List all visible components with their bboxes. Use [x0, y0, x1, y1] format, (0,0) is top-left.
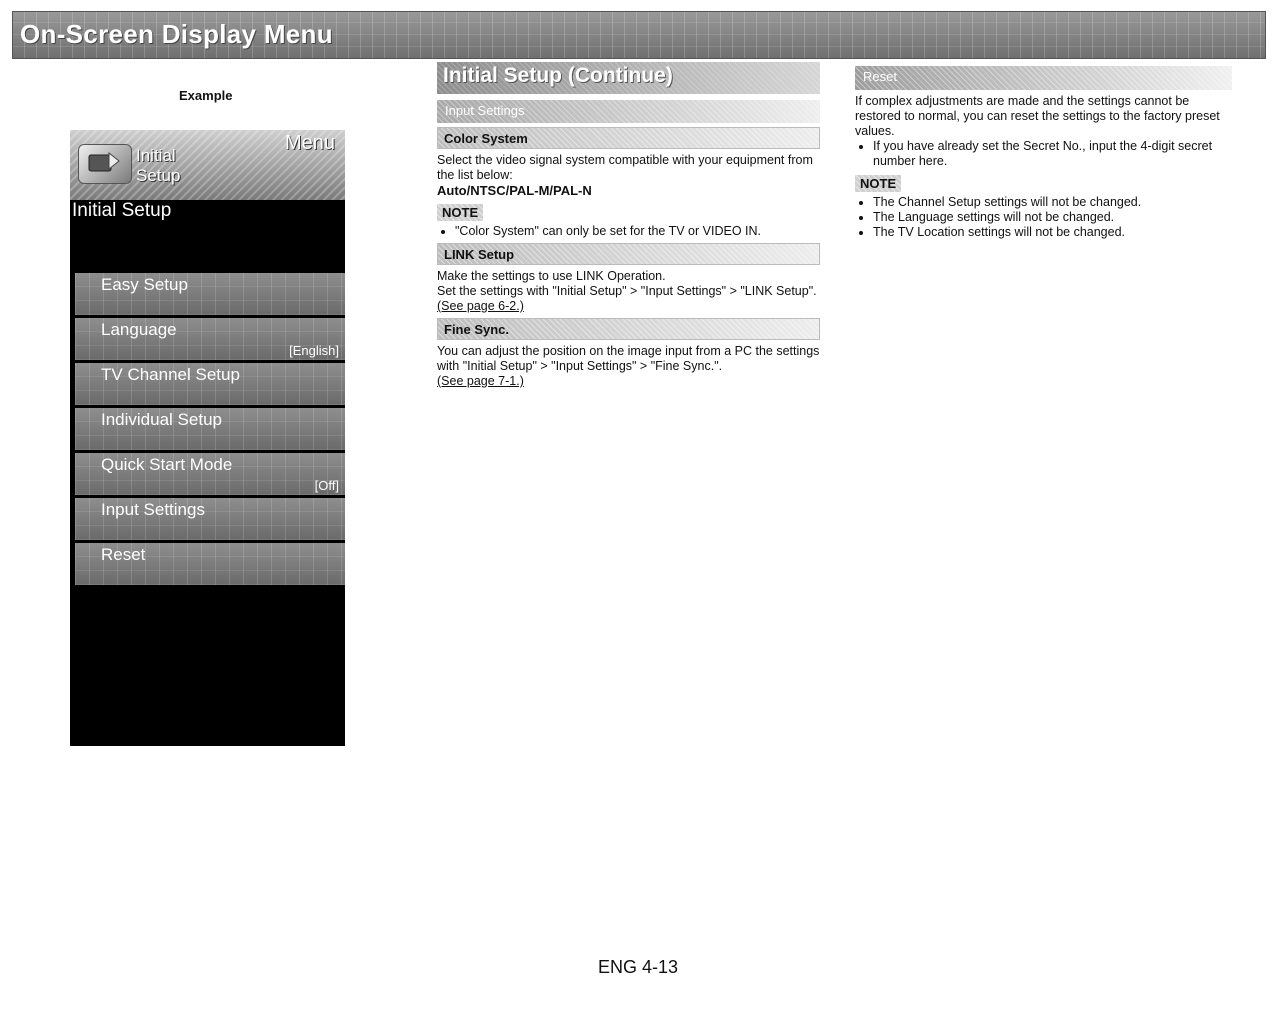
color-system-options: Auto/NTSC/PAL-M/PAL-N — [437, 183, 592, 198]
page-number: ENG 4-13 — [597, 957, 679, 977]
note-item: • The TV Location settings will not be changed. — [873, 225, 1232, 240]
tv-menu-title: Initial Setup — [72, 200, 172, 221]
reset-heading: Reset — [855, 66, 1232, 90]
tv-menu-item-individual-setup — [75, 408, 345, 450]
link-setup-line2: Set the settings with "Initial Setup" > "Input Settings" > "LINK Setup". — [437, 284, 817, 298]
example-label: Example — [179, 88, 233, 103]
tv-menu-item-label: Easy Setup — [101, 275, 188, 294]
tv-menu-item-label: Individual Setup — [101, 410, 222, 429]
reset-bullets — [855, 139, 1232, 169]
color-system-heading: Color System — [437, 127, 820, 149]
initial-setup-icon — [78, 144, 132, 184]
tv-menu-item-label: Input Settings — [101, 500, 205, 519]
reset-notes — [855, 195, 1232, 240]
tv-menu-item-easy-setup — [75, 273, 345, 315]
tv-menu-word: Menu — [284, 132, 335, 154]
link-setup-page-ref[interactable]: (See page 6-2.) — [437, 299, 524, 313]
tv-menu-item-label: Quick Start Mode — [101, 455, 233, 474]
link-setup-heading: LINK Setup — [437, 243, 820, 265]
reset-text: If complex adjustments are made and the settings cannot be restored to normal, you can reset the settings to the factory preset values. — [855, 94, 1220, 138]
page-banner — [12, 11, 1266, 59]
tv-menu-header-line1: Initial — [136, 146, 176, 165]
content-column-2 — [437, 62, 820, 389]
subsection-heading: Input Settings — [437, 100, 820, 123]
tv-menu-item-reset — [75, 543, 345, 585]
tv-menu-items — [75, 273, 345, 588]
banner-title: On-Screen Display Menu — [20, 19, 333, 49]
tv-menu-item-value: [Off] — [314, 478, 339, 493]
link-setup-line1: Make the settings to use LINK Operation. — [437, 269, 666, 283]
note-tag: NOTE — [437, 204, 483, 221]
note-item: • "Color System" can only be set for the TV or VIDEO IN. — [455, 224, 820, 239]
tv-menu-screenshot — [70, 130, 345, 746]
reset-bullet: • If you have already set the Secret No., input the 4-digit secret number here. — [873, 139, 1232, 169]
tv-menu-item-label: Language — [101, 320, 177, 339]
color-system-text: Select the video signal system compatible with your equipment from the list below: — [437, 153, 813, 182]
note-item: • The Channel Setup settings will not be changed. — [873, 195, 1232, 210]
tv-menu-item-label: TV Channel Setup — [101, 365, 240, 384]
note-tag: NOTE — [855, 175, 901, 192]
tv-menu-item-language — [75, 318, 345, 360]
section-heading: Initial Setup (Continue) — [437, 62, 820, 94]
tv-menu-item-input-settings — [75, 498, 345, 540]
fine-sync-page-ref[interactable]: (See page 7-1.) — [437, 374, 524, 388]
tv-menu-header — [70, 130, 345, 200]
tv-menu-header-line2: Setup — [136, 166, 181, 185]
tv-menu-item-tv-channel-setup — [75, 363, 345, 405]
fine-sync-text: You can adjust the position on the image input from a PC the settings with "Initial Setup" > "Input Settings" > "Fine Sync.". — [437, 344, 820, 373]
tv-menu-item-label: Reset — [101, 545, 146, 564]
content-column-3 — [855, 66, 1232, 240]
fine-sync-heading: Fine Sync. — [437, 318, 820, 340]
tv-menu-item-quick-start-mode — [75, 453, 345, 495]
tv-menu-item-value: [English] — [289, 343, 339, 358]
note-item: • The Language settings will not be changed. — [873, 210, 1232, 225]
color-system-notes — [437, 224, 820, 239]
